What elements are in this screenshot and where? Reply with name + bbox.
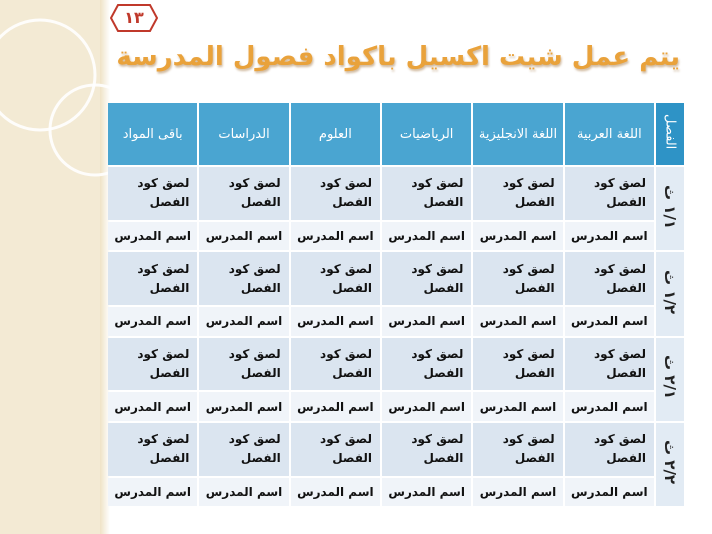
header-english: اللغة الانجليزية [473, 103, 562, 165]
code-cell [199, 167, 288, 220]
code-cell-line-1: لصق كود [411, 346, 464, 361]
page-title: يتم عمل شيت اكسيل باكواد فصول المدرسة [116, 42, 680, 72]
code-cell-line-2: الفصل [423, 280, 464, 295]
teacher-name-cell: اسم المدرس [291, 478, 380, 506]
teacher-name-cell: اسم المدرس [199, 307, 288, 335]
teacher-name-cell: اسم المدرس [199, 478, 288, 506]
code-cell-line-2: الفصل [240, 451, 281, 466]
teacher-name-cell: اسم المدرس [199, 222, 288, 250]
code-cell-line-1: لصق كود [228, 432, 281, 447]
code-cell-line-1: لصق كود [594, 261, 646, 276]
code-cell-line-2: الفصل [606, 195, 646, 210]
code-cell-line-2: الفصل [423, 195, 464, 210]
code-cell-line-2: الفصل [514, 451, 555, 466]
code-cell [565, 423, 654, 476]
table-row-codes [108, 338, 684, 391]
code-cell [108, 167, 197, 220]
class-label: ٢/٢ ث [661, 440, 679, 485]
table-row-teachers [108, 222, 684, 250]
code-cell-line-1: لصق كود [137, 432, 190, 447]
code-cell-line-1: لصق كود [502, 261, 555, 276]
teacher-name-cell: اسم المدرس [473, 392, 562, 420]
code-cell [565, 252, 654, 305]
code-cell-line-1: لصق كود [594, 176, 646, 191]
code-cell-line-2: الفصل [606, 451, 646, 466]
code-cell [382, 252, 471, 305]
code-cell [108, 252, 197, 305]
code-cell [382, 338, 471, 391]
code-cell-line-2: الفصل [423, 365, 464, 380]
teacher-name-cell: اسم المدرس [291, 222, 380, 250]
header-science: العلوم [291, 103, 380, 165]
code-cell-line-2: الفصل [240, 195, 281, 210]
code-cell-line-1: لصق كود [502, 432, 555, 447]
code-cell-line-1: لصق كود [502, 346, 555, 361]
code-cell-line-2: الفصل [149, 451, 190, 466]
code-cell-line-1: لصق كود [320, 176, 373, 191]
code-cell-line-2: الفصل [332, 195, 373, 210]
code-cell [473, 338, 562, 391]
class-label: ٢/١ ث [661, 355, 679, 400]
teacher-name-cell: اسم المدرس [108, 222, 197, 250]
code-cell [473, 423, 562, 476]
teacher-name-cell: اسم المدرس [565, 478, 654, 506]
class-label-cell [656, 167, 684, 250]
teacher-name-cell: اسم المدرس [108, 307, 197, 335]
code-cell [473, 252, 562, 305]
code-cell [382, 167, 471, 220]
class-label: ١/٢ ث [661, 269, 679, 314]
header-row [108, 103, 684, 165]
code-cell-line-1: لصق كود [320, 261, 373, 276]
table-body [108, 167, 684, 506]
teacher-name-cell: اسم المدرس [565, 307, 654, 335]
code-cell-line-1: لصق كود [137, 346, 190, 361]
code-cell [291, 252, 380, 305]
teacher-name-cell: اسم المدرس [382, 478, 471, 506]
code-cell-line-2: الفصل [332, 451, 373, 466]
header-other-subjects: باقى المواد [108, 103, 197, 165]
code-cell [199, 338, 288, 391]
teacher-name-cell: اسم المدرس [473, 478, 562, 506]
class-label-cell [656, 338, 684, 421]
teacher-name-cell: اسم المدرس [291, 392, 380, 420]
teacher-name-cell: اسم المدرس [291, 307, 380, 335]
teacher-name-cell: اسم المدرس [565, 222, 654, 250]
class-label-cell [656, 423, 684, 506]
header-social-studies: الدراسات [199, 103, 288, 165]
page-number: ١٣ [124, 8, 144, 27]
code-cell-line-1: لصق كود [320, 346, 373, 361]
teacher-name-cell: اسم المدرس [108, 392, 197, 420]
code-cell-line-2: الفصل [149, 365, 190, 380]
header-class: الفصل [656, 103, 684, 165]
code-cell-line-1: لصق كود [228, 261, 281, 276]
decorative-circles [0, 0, 110, 534]
code-cell-line-2: الفصل [149, 280, 190, 295]
code-cell-line-2: الفصل [240, 280, 281, 295]
teacher-name-cell: اسم المدرس [382, 307, 471, 335]
teacher-name-cell: اسم المدرس [199, 392, 288, 420]
code-cell [199, 423, 288, 476]
code-cell-line-2: الفصل [332, 365, 373, 380]
code-cell-line-2: الفصل [423, 451, 464, 466]
code-cell-line-2: الفصل [514, 195, 555, 210]
code-cell-line-1: لصق كود [594, 346, 646, 361]
table-row-codes [108, 423, 684, 476]
teacher-name-cell: اسم المدرس [565, 392, 654, 420]
class-label-cell [656, 252, 684, 335]
code-cell [291, 338, 380, 391]
code-cell [382, 423, 471, 476]
code-cell-line-1: لصق كود [411, 432, 464, 447]
table-row-codes [108, 167, 684, 220]
code-cell-line-2: الفصل [514, 365, 555, 380]
code-cell-line-1: لصق كود [411, 176, 464, 191]
code-cell-line-2: الفصل [240, 365, 281, 380]
code-cell-line-2: الفصل [149, 195, 190, 210]
table-row-codes [108, 252, 684, 305]
class-label: ١/١ ث [661, 184, 679, 229]
code-cell [291, 167, 380, 220]
teacher-name-cell: اسم المدرس [382, 392, 471, 420]
teacher-name-cell: اسم المدرس [473, 307, 562, 335]
teacher-name-cell: اسم المدرس [108, 478, 197, 506]
class-codes-table [106, 101, 686, 508]
table-row-teachers [108, 392, 684, 420]
header-arabic: اللغة العربية [565, 103, 654, 165]
code-cell [473, 167, 562, 220]
code-cell [565, 167, 654, 220]
table-row-teachers [108, 307, 684, 335]
code-cell [291, 423, 380, 476]
code-cell-line-1: لصق كود [228, 176, 281, 191]
code-cell [108, 338, 197, 391]
code-cell-line-1: لصق كود [411, 261, 464, 276]
code-cell [108, 423, 197, 476]
code-cell [565, 338, 654, 391]
code-cell-line-2: الفصل [514, 280, 555, 295]
code-cell-line-1: لصق كود [502, 176, 555, 191]
table-row-teachers [108, 478, 684, 506]
teacher-name-cell: اسم المدرس [382, 222, 471, 250]
code-cell-line-1: لصق كود [320, 432, 373, 447]
code-cell-line-1: لصق كود [137, 176, 190, 191]
code-cell-line-1: لصق كود [228, 346, 281, 361]
page-number-badge [110, 3, 158, 33]
code-cell-line-2: الفصل [606, 280, 646, 295]
code-cell-line-1: لصق كود [137, 261, 190, 276]
code-cell-line-2: الفصل [332, 280, 373, 295]
header-math: الرياضيات [382, 103, 471, 165]
code-cell [199, 252, 288, 305]
code-cell-line-1: لصق كود [594, 432, 646, 447]
code-cell-line-2: الفصل [606, 365, 646, 380]
teacher-name-cell: اسم المدرس [473, 222, 562, 250]
schedule-table-wrapper [106, 101, 686, 508]
